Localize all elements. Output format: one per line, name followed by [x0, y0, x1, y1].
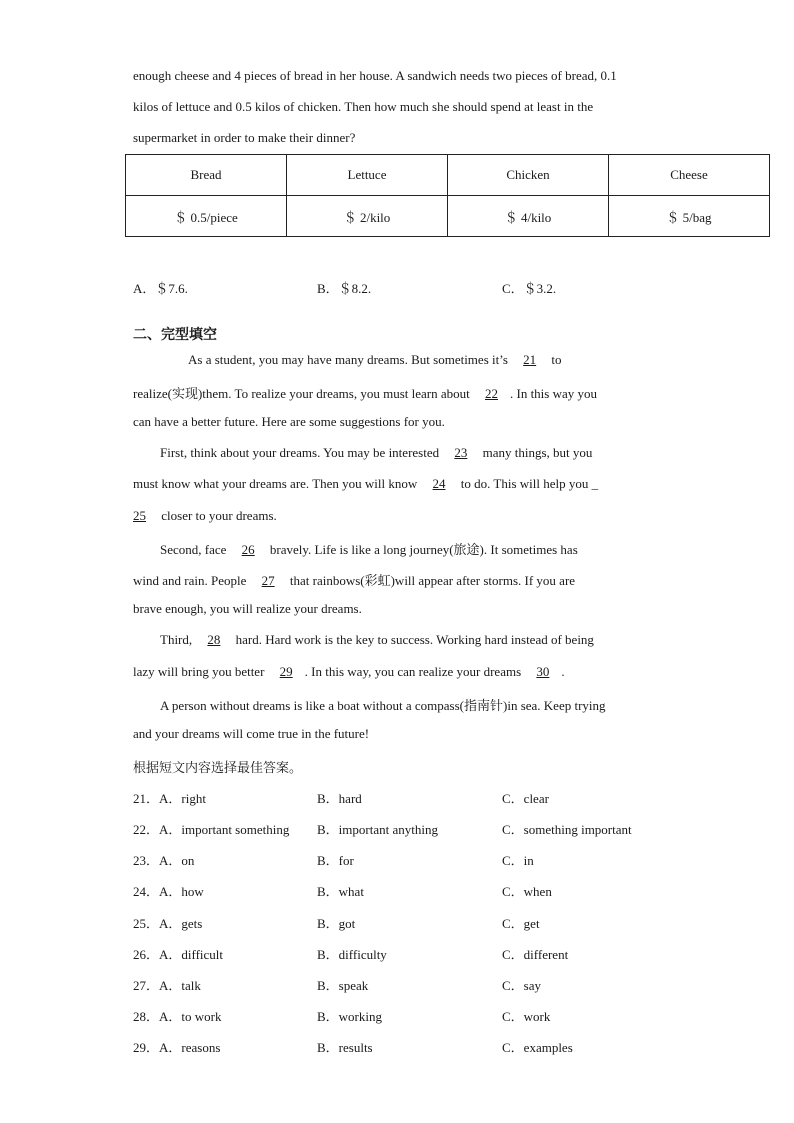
passage-line: A person without dreams is like a boat without a compass(指南针)in sea. Keep trying	[160, 698, 606, 713]
q29-option-c: C．examples	[502, 1040, 573, 1055]
q22-option-c: C．something important	[502, 822, 632, 837]
passage-line: 25 closer to your dreams.	[133, 508, 277, 523]
q27-option-a: 27．A．talk	[133, 978, 201, 993]
blank-26: 26	[241, 542, 255, 557]
q25-option-b: B．got	[317, 916, 356, 931]
blank-27: 27	[261, 573, 275, 588]
price-cheese: ＄ 5/bag	[609, 196, 770, 237]
q21-option-b: B．hard	[317, 791, 362, 806]
price-lettuce: ＄ 2/kilo	[287, 196, 448, 237]
q24-option-a: 24．A．how	[133, 884, 204, 899]
blank-22: 22	[484, 386, 498, 401]
blank-21: 21	[523, 352, 537, 367]
passage-line: lazy will bring you better 29 . In this way, you can realize your dreams 30 .	[133, 664, 565, 679]
q23-option-c: C．in	[502, 853, 534, 868]
section-title: 二、完型填空	[133, 327, 217, 343]
q28-option-c: C．work	[502, 1009, 551, 1024]
blank-25: 25	[133, 508, 146, 523]
passage-line: As a student, you may have many dreams. But sometimes it’s 21 to	[188, 352, 562, 367]
intro-line-2: kilos of lettuce and 0.5 kilos of chicken. Then how much she should spend at least in the	[133, 99, 594, 114]
q22-option-b: B．important anything	[317, 822, 438, 837]
passage-line: brave enough, you will realize your dreams.	[133, 601, 362, 616]
blank-30: 30	[536, 664, 550, 679]
option-a: A．＄7.6.	[133, 281, 188, 296]
q29-option-a: 29．A．reasons	[133, 1040, 221, 1055]
q28-option-b: B．working	[317, 1009, 383, 1024]
blank-29: 29	[279, 664, 293, 679]
passage-line: Third, 28 hard. Hard work is the key to success. Working hard instead of being	[160, 632, 594, 647]
q26-option-c: C．different	[502, 947, 569, 962]
passage-line: and your dreams will come true in the future!	[133, 726, 370, 741]
price-table	[125, 154, 770, 237]
intro-line-1: enough cheese and 4 pieces of bread in her house. A sandwich needs two pieces of bread, 0.1	[133, 68, 617, 83]
table-price-row	[126, 196, 770, 237]
header-lettuce: Lettuce	[287, 155, 448, 196]
price-chicken: ＄ 4/kilo	[448, 196, 609, 237]
q26-option-b: B．difficulty	[317, 947, 387, 962]
passage-line: Second, face 26 bravely. Life is like a long journey(旅途). It sometimes has	[160, 542, 578, 557]
q21-option-a: 21．A．right	[133, 791, 206, 806]
passage-line: realize(实现)them. To realize your dreams, you must learn about 22 . In this way you	[133, 386, 598, 401]
blank-28: 28	[207, 632, 221, 647]
header-bread: Bread	[126, 155, 287, 196]
q28-option-a: 28．A．to work	[133, 1009, 222, 1024]
q27-option-c: C．say	[502, 978, 542, 993]
instruction: 根据短文内容选择最佳答案。	[133, 761, 303, 776]
price-bread: ＄ 0.5/piece	[126, 196, 287, 237]
q23-option-a: 23．A．on	[133, 853, 195, 868]
header-cheese: Cheese	[609, 155, 770, 196]
q26-option-a: 26．A．difficult	[133, 947, 224, 962]
q24-option-c: C．when	[502, 884, 552, 899]
option-c: C．＄3.2.	[502, 281, 557, 296]
q24-option-b: B．what	[317, 884, 364, 899]
option-b: B．＄8.2.	[317, 281, 372, 296]
passage-line: First, think about your dreams. You may be interested 23 many things, but you	[160, 445, 593, 460]
intro-line-3: supermarket in order to make their dinner?	[133, 130, 356, 145]
passage-line: must know what your dreams are. Then you will know 24 to do. This will help you _	[133, 476, 599, 491]
q25-option-c: C．get	[502, 916, 540, 931]
q29-option-b: B．results	[317, 1040, 373, 1055]
header-chicken: Chicken	[448, 155, 609, 196]
blank-23: 23	[454, 445, 468, 460]
q22-option-a: 22．A．important something	[133, 822, 290, 837]
q21-option-c: C．clear	[502, 791, 549, 806]
q25-option-a: 25．A．gets	[133, 916, 203, 931]
passage-line: can have a better future. Here are some suggestions for you.	[133, 414, 445, 429]
q23-option-b: B．for	[317, 853, 354, 868]
blank-24: 24	[432, 476, 446, 491]
passage-line: wind and rain. People 27 that rainbows(彩虹)will appear after storms. If you are	[133, 573, 576, 588]
q27-option-b: B．speak	[317, 978, 369, 993]
table-header-row	[126, 155, 770, 196]
